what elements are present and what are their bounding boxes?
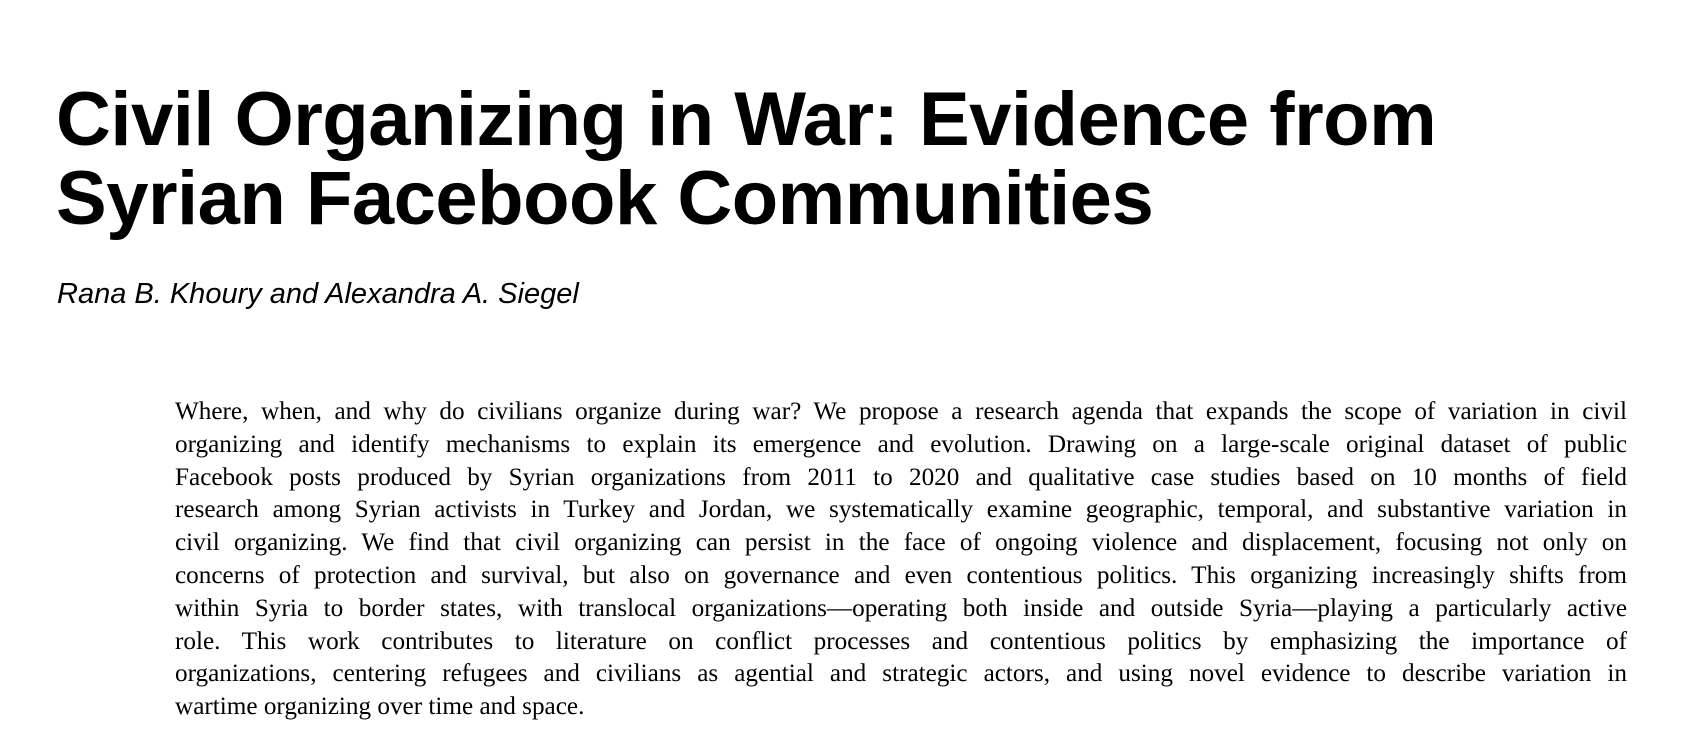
abstract: [175, 396, 1627, 724]
paper-title-line-1: Civil Organizing in War: Evidence from: [56, 77, 1437, 162]
abstract-line: role. This work contributes to literature on conflict processes and contentious politics by emphasizing the importance of: [175, 627, 1627, 655]
abstract-line: wartime organizing over time and space.: [175, 693, 585, 721]
abstract-line: civil organizing. We find that civil organizing can persist in the face of ongoing violence and displacement, focusing not only on: [175, 529, 1627, 557]
abstract-line: Where, when, and why do civilians organize during war? We propose a research agenda that expands the scope of variation in civil: [175, 398, 1627, 425]
abstract-line: research among Syrian activists in Turkey and Jordan, we systematically examine geographic, temporal, and substantive variation in: [175, 496, 1627, 524]
abstract-line: concerns of protection and survival, but also on governance and even contentious politics. This organizing increasingly shifts from: [175, 561, 1627, 589]
abstract-line: within Syria to border states, with translocal organizations—operating both inside and outside Syria—playing a particularly active: [175, 594, 1627, 622]
paper-title-line-2: Syrian Facebook Communities: [56, 156, 1154, 241]
author-list: Rana B. Khoury and Alexandra A. Siegel: [57, 278, 579, 310]
abstract-line: organizing and identify mechanisms to explain its emergence and evolution. Drawing on a large-scale original dataset of public: [175, 430, 1627, 458]
paper-title: [56, 77, 1616, 241]
abstract-line: organizations, centering refugees and civilians as agential and strategic actors, and using novel evidence to describe variation in: [175, 660, 1627, 688]
abstract-line: Facebook posts produced by Syrian organizations from 2011 to 2020 and qualitative case studies based on 10 months of field: [175, 463, 1627, 491]
